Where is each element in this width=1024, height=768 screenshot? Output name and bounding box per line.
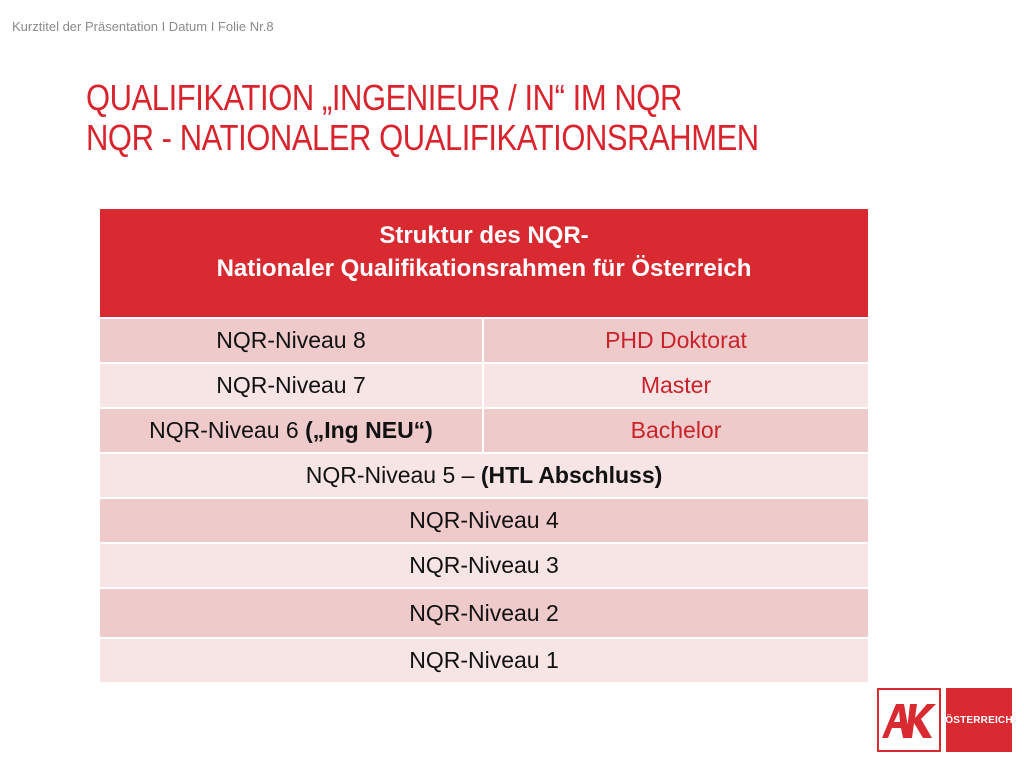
table-heading (100, 209, 868, 317)
ak-logo-icon (880, 700, 938, 740)
slide-title-line-2: NQR - NATIONALER QUALIFIKATIONSRAHMEN (86, 117, 759, 158)
table-row (100, 317, 868, 362)
table-heading-line-1: Struktur des NQR- (379, 222, 589, 249)
level-cell (100, 454, 868, 497)
level-label: NQR-Niveau 6 (149, 417, 306, 443)
table-row (100, 362, 868, 407)
table-row (100, 587, 868, 637)
ak-logo-text: AK (880, 700, 882, 701)
table-heading-line-2: Nationaler Qualifikationsrahmen für Österreich (216, 255, 752, 282)
level-note: („Ing NEU“) (305, 417, 433, 443)
level-cell: NQR-Niveau 8 (100, 319, 484, 362)
level-cell (100, 409, 484, 452)
level-cell: NQR-Niveau 1 (409, 647, 559, 673)
degree-cell: Master (640, 372, 712, 398)
level-note: (HTL Abschluss) (480, 462, 663, 488)
ak-logo (877, 688, 941, 752)
austria-logo (946, 688, 1012, 752)
slide-meta: Kurztitel der Präsentation I Datum I Folie Nr.8 (12, 19, 274, 34)
nqr-table (100, 209, 868, 682)
degree-cell: PHD Doktorat (605, 327, 747, 353)
degree-cell: Bachelor (630, 417, 722, 443)
austria-logo-text: ÖSTERREICH (945, 714, 1013, 726)
level-label: NQR-Niveau 5 – (305, 462, 481, 488)
table-row (100, 637, 868, 682)
level-cell: NQR-Niveau 3 (409, 552, 559, 578)
table-row (100, 497, 868, 542)
level-cell: NQR-Niveau 4 (409, 507, 559, 533)
slide-title (86, 78, 759, 158)
table-row (100, 542, 868, 587)
level-cell: NQR-Niveau 2 (409, 599, 559, 626)
level-cell: NQR-Niveau 7 (100, 364, 484, 407)
slide-title-line-1: QUALIFIKATION „INGENIEUR / IN“ IM NQR (86, 77, 682, 118)
table-row (100, 452, 868, 497)
table-row (100, 407, 868, 452)
